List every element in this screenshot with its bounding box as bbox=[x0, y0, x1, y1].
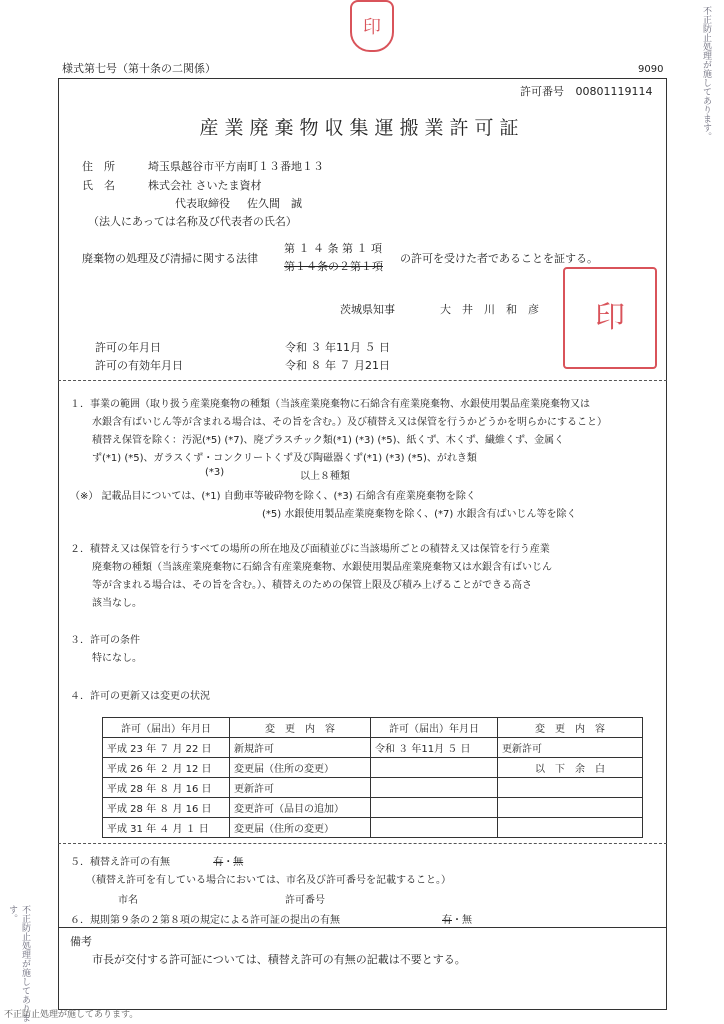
expiry-label: 許可の有効年月日 bbox=[95, 359, 183, 372]
table-row bbox=[103, 758, 643, 778]
right-change-empty bbox=[498, 798, 643, 818]
certify-prefix: 廃棄物の処理及び清掃に関する法律 bbox=[82, 252, 258, 265]
sec5-permit-label: 許可番号 bbox=[285, 895, 325, 906]
sec5-no: 無 bbox=[233, 857, 244, 868]
history-table bbox=[102, 717, 643, 838]
sec2-line3: 等が含まれる場合は、その旨を含む。）、積替えのための保管上限及び積み上げることができる高さ bbox=[92, 580, 532, 591]
sec6-dot: ・ bbox=[452, 915, 462, 926]
divider-remarks bbox=[58, 927, 667, 928]
sec6-no: 無 bbox=[462, 915, 472, 926]
divider-dashed-2 bbox=[58, 843, 667, 844]
company-name: 株式会社 さいたま資材 bbox=[148, 179, 262, 192]
right-side-note-text: 不正防止処理が施してあります。 bbox=[701, 6, 711, 141]
sec6-marks bbox=[442, 911, 472, 926]
sec3-line2: 特になし。 bbox=[92, 653, 142, 664]
sec1-note2: (*5) 水銀使用製品産業廃棄物を除く、(*7) 水銀含有ばいじん等を除く bbox=[262, 509, 577, 520]
table-row bbox=[103, 738, 643, 758]
sec5-label: ５．積替え許可の有無 bbox=[70, 857, 170, 868]
right-date bbox=[371, 758, 498, 778]
history-header-row bbox=[103, 718, 643, 738]
sec2-line1: ２．積替え又は保管を行うすべての場所の所在地及び面積並びに当該場所ごとの積替え又は保管を行う産業 bbox=[70, 544, 550, 555]
governor-seal-glyph: 印 bbox=[595, 300, 625, 335]
left-side-note-text: 不正防止処理が施してあります。 bbox=[7, 905, 30, 1022]
sec1-line5b: 以上８種類 bbox=[300, 471, 350, 482]
sec1-line3: 積替え保管を除く：汚泥(*5) (*7)、廃プラスチック類(*1) (*3) (*5)、紙くず、木くず、繊維くず、金属く bbox=[92, 435, 565, 446]
form-label: 様式第七号（第十条の二関係） bbox=[62, 62, 216, 75]
col-change-right: 変 更 内 容 bbox=[498, 718, 643, 738]
col-change-left: 変 更 内 容 bbox=[230, 718, 371, 738]
left-change: 変更届（住所の変更） bbox=[230, 818, 371, 838]
sec1-note1: （※） 記載品目については、(*1) 自動車等破砕物を除く、(*3) 石綿含有産業廃棄物を除く bbox=[70, 491, 476, 502]
sec1-line5a: (*3) bbox=[205, 467, 225, 478]
remarks-text: 市長が交付する許可証については、積替え許可の有無の記載は不要とする。 bbox=[92, 953, 466, 966]
left-change: 新規許可 bbox=[230, 738, 371, 758]
table-row bbox=[103, 778, 643, 798]
issuer-name: 大 井 川 和 彦 bbox=[440, 303, 539, 316]
right-change: 更新許可 bbox=[498, 738, 643, 758]
date-value: 令和 ３ 年11月 ５ 日 bbox=[285, 341, 390, 354]
top-seal bbox=[350, 0, 394, 52]
sec5-city-label: 市名 bbox=[118, 895, 138, 906]
table-row bbox=[103, 818, 643, 838]
sec1-line2: 水銀含有ばいじん等が含まれる場合は、その旨を含む。）及び積替え又は保管を行うかどうかを明らかにすること） bbox=[92, 417, 607, 428]
sec2-line2: 廃棄物の種類（当該産業廃棄物に石綿含有産業廃棄物、水銀使用製品産業廃棄物又は水銀含有ばいじん bbox=[92, 562, 552, 573]
left-date: 平成 28 年 ８ 月 16 日 bbox=[103, 778, 230, 798]
right-change: 以 下 余 白 bbox=[498, 758, 643, 778]
permit-number-value: 00801119114 bbox=[575, 85, 653, 98]
col-date-right: 許可（届出）年月日 bbox=[371, 718, 498, 738]
left-change: 変更届（住所の変更） bbox=[230, 758, 371, 778]
sec1-line1: １．事業の範囲（取り扱う産業廃棄物の種類（当該産業廃棄物に石綿含有産業廃棄物、水銀使用製品産業廃棄物又は bbox=[70, 399, 590, 410]
permit-number-label: 許可番号 bbox=[520, 85, 564, 98]
sec5-dot: ・ bbox=[223, 857, 234, 868]
sec6-yes: 有 bbox=[442, 915, 452, 926]
top-seal-glyph: 印 bbox=[363, 17, 381, 38]
form-code: 9090 bbox=[638, 64, 664, 75]
left-change: 更新許可 bbox=[230, 778, 371, 798]
address-label: 住 所 bbox=[82, 160, 115, 173]
remarks-label: 備考 bbox=[70, 935, 92, 948]
name-label: 氏 名 bbox=[82, 179, 115, 192]
governor-seal bbox=[563, 267, 657, 369]
sec2-line4: 該当なし。 bbox=[92, 598, 142, 609]
left-date: 平成 31 年 ４ 月 １ 日 bbox=[103, 818, 230, 838]
table-row bbox=[103, 798, 643, 818]
right-date-empty bbox=[371, 778, 498, 798]
sec5-line2: （積替え許可を有している場合においては、市名及び許可番号を記載すること。） bbox=[86, 875, 451, 886]
sec3-line1: ３．許可の条件 bbox=[70, 635, 140, 646]
certify-suffix: の許可を受けた者であることを証する。 bbox=[400, 252, 598, 265]
left-change: 変更許可（品目の追加） bbox=[230, 798, 371, 818]
sec5-line1 bbox=[70, 853, 243, 868]
date-label: 許可の年月日 bbox=[95, 341, 161, 354]
col-date-left: 許可（届出）年月日 bbox=[103, 718, 230, 738]
right-change-empty bbox=[498, 778, 643, 798]
right-change-empty bbox=[498, 818, 643, 838]
expiry-value: 令和 ８ 年 ７ 月21日 bbox=[285, 359, 390, 372]
rep-title: 代表取締役 bbox=[175, 197, 230, 210]
address-value: 埼玉県越谷市平方南町１３番地１３ bbox=[148, 160, 324, 173]
left-date: 平成 23 年 ７ 月 22 日 bbox=[103, 738, 230, 758]
footer-note-text: 不正防止処理が施してあります。 bbox=[4, 1010, 139, 1020]
permit-number bbox=[520, 83, 652, 99]
corp-note: （法人にあっては名称及び代表者の氏名） bbox=[88, 215, 297, 228]
sec5-yes: 有 bbox=[213, 857, 224, 868]
right-date-empty bbox=[371, 818, 498, 838]
certify-law2: 第１４条の２第１項 bbox=[284, 260, 383, 273]
sec6-line1: ６．規則第９条の２第８項の規定による許可証の提出の有無 bbox=[70, 915, 340, 926]
rep-name: 佐久間 誠 bbox=[247, 197, 302, 210]
issuer-office: 茨城県知事 bbox=[340, 303, 395, 316]
sec4-heading: ４．許可の更新又は変更の状況 bbox=[70, 691, 210, 702]
sec1-line4: ず(*1) (*5)、ガラスくず・コンクリートくず及び陶磁器くず(*1) (*3) (*5)、がれき類 bbox=[92, 453, 477, 464]
left-date: 平成 28 年 ８ 月 16 日 bbox=[103, 798, 230, 818]
page-title: 産業廃棄物収集運搬業許可証 bbox=[199, 117, 525, 139]
footer-note bbox=[4, 1007, 138, 1020]
right-date: 令和 ３ 年11月 ５ 日 bbox=[371, 738, 498, 758]
right-date-empty bbox=[371, 798, 498, 818]
certify-law1: 第 １ ４ 条 第 １ 項 bbox=[284, 242, 382, 255]
left-date: 平成 26 年 ２ 月 12 日 bbox=[103, 758, 230, 778]
divider-dashed bbox=[58, 380, 667, 381]
